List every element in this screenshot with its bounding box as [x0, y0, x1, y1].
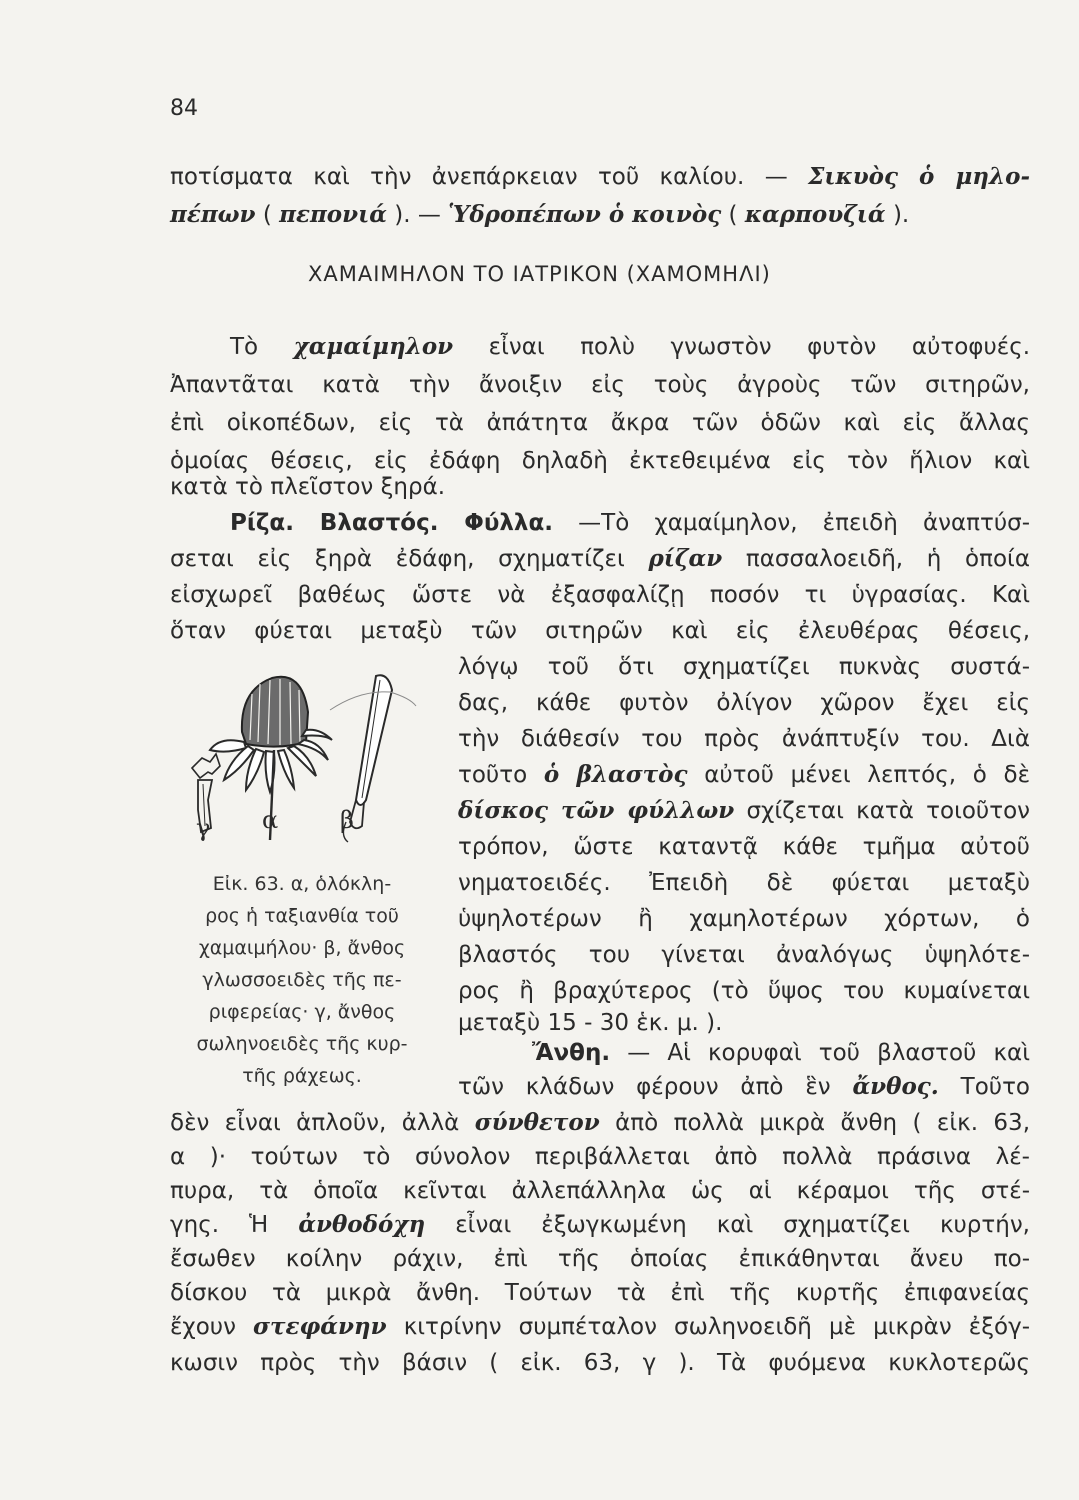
bold-term: ὁ βλαστὸς	[543, 761, 688, 788]
text-line: ἐπὶ οἰκοπέδων, εἰς τὰ ἀπάτητα ἄκρα τῶν ὁδῶν καὶ εἰς ἄλλας	[170, 410, 1030, 436]
bold-term: ἀνθοδόχη	[298, 1211, 426, 1238]
text-line: ὅταν φύεται μεταξὺ τῶν σιτηρῶν καὶ εἰς ἐλευθέρας θέσεις,	[170, 618, 1030, 644]
bold-term: χαμαίμηλον	[293, 333, 454, 360]
bold-term: Ὑδροπέπων ὁ κοινὸς	[448, 201, 722, 228]
text-line: λόγῳ τοῦ ὅτι σχηματίζει πυκνὰς συστά-	[458, 654, 1030, 680]
text-line: Ἄνθη. — Αἱ κορυφαὶ τοῦ βλαστοῦ καὶ	[532, 1040, 1030, 1066]
text-line: πέπων ( πεπονιά ). — Ὑδροπέπων ὁ κοινὸς ( καρπουζιά ).	[170, 201, 910, 228]
text-line: ἔχουν στεφάνην κιτρίνην συμπέταλον σωληνοειδῆ μὲ μικρὰν ἐξόγ-	[170, 1313, 1031, 1340]
bold-term: Σικυὸς ὁ μηλο-	[808, 163, 1031, 190]
text-line: μεταξὺ 15 - 30 ἑκ. μ. ).	[458, 1010, 723, 1036]
chamomile-figure	[180, 650, 450, 865]
text-line: δὲν εἶναι ἁπλοῦν, ἀλλὰ σύνθετον ἀπὸ πολλὰ μικρὰ ἄνθη ( εἰκ. 63,	[170, 1109, 1031, 1136]
bold-term: σύνθετον	[474, 1109, 600, 1136]
bold-term: δίσκος τῶν φύλλων	[458, 797, 735, 824]
figure-caption: Εἰκ. 63. α, ὁλόκλη- ρος ἡ ταξιανθία τοῦ χαμαιμήλου· β, ἄνθος γλωσσοειδὲς τῆς πε- ριφερείας· γ, ἄνθος σωληνοειδὲς τῆς κυρ- τῆς ράχεως.	[196, 873, 408, 1087]
text-line: τὴν διάθεσίν του πρὸς ἀνάπτυξίν του. Διὰ	[458, 726, 1030, 752]
text-line: τῶν κλάδων φέρουν ἀπὸ ἓν ἄνθος. Τοῦτο	[458, 1073, 1031, 1100]
text-line: Ἀπαντᾶται κατὰ τὴν ἄνοιξιν εἰς τοὺς ἀγροὺς τῶν σιτηρῶν,	[170, 372, 1030, 398]
text-line: Τὸ χαμαίμηλον εἶναι πολὺ γνωστὸν φυτὸν αὐτοφυές.	[230, 333, 1031, 360]
text-line: δίσκου τὰ μικρὰ ἄνθη. Τούτων τὰ ἐπὶ τῆς κυρτῆς ἐπιφανείας	[170, 1280, 1030, 1306]
text-line: βλαστός του γίνεται ἀναλόγως ὑψηλότε-	[458, 942, 1030, 968]
text-line: κωσιν πρὸς τὴν βάσιν ( εἰκ. 63, γ ). Τὰ φυόμενα κυκλοτερῶς	[170, 1350, 1030, 1376]
text-line: ποτίσματα καὶ τὴν ἀνεπάρκειαν τοῦ καλίου. — Σικυὸς ὁ μηλο-	[170, 163, 1031, 190]
bold-term: ρίζαν	[648, 545, 723, 572]
text-line: πυρα, τὰ ὁποῖα κεῖνται ἀλλεπάλληλα ὡς αἱ κέραμοι τῆς στέ-	[170, 1178, 1030, 1204]
bold-term: ἄνθος.	[852, 1073, 939, 1100]
text-line: ἔσωθεν κοίλην ράχιν, ἐπὶ τῆς ὁποίας ἐπικάθηνται ἄνευ πο-	[170, 1246, 1030, 1272]
text-line: τρόπον, ὥστε καταντᾷ κάθε τμῆμα αὐτοῦ	[458, 834, 1030, 860]
text-line: εἰσχωρεῖ βαθέως ὥστε νὰ ἐξασφαλίζῃ ποσόν τι ὑγρασίας. Καὶ	[170, 582, 1030, 608]
side-heading: Ρίζα. Βλαστός. Φύλλα.	[230, 510, 554, 536]
bold-term: πεπονιά	[279, 201, 387, 228]
figure-label-gamma: γ	[196, 814, 211, 842]
chamomile-illustration	[180, 650, 450, 865]
text-line: δίσκος τῶν φύλλων σχίζεται κατὰ τοιοῦτον	[458, 797, 1031, 824]
side-heading: Ἄνθη.	[532, 1040, 611, 1066]
bold-term: πέπων	[170, 201, 256, 228]
text-line: νηματοειδές. Ἐπειδὴ δὲ φύεται μεταξὺ	[458, 870, 1030, 896]
text-line: γης. Ἡ ἀνθοδόχη εἶναι ἐξωγκωμένη καὶ σχηματίζει κυρτήν,	[170, 1211, 1030, 1238]
text-line: τοῦτο ὁ βλαστὸς αὐτοῦ μένει λεπτός, ὁ δὲ	[458, 761, 1031, 788]
figure-label-alpha: α	[262, 806, 279, 834]
text-line: Ρίζα. Βλαστός. Φύλλα. —Τὸ χαμαίμηλον, ἐπειδὴ ἀναπτύσ-	[230, 510, 1031, 536]
text-line: α )· τούτων τὸ σύνολον περιβάλλεται ἀπὸ πολλὰ πράσινα λέ-	[170, 1144, 1030, 1170]
text-line: δας, κάθε φυτὸν ὀλίγον χῶρον ἔχει εἰς	[458, 690, 1030, 716]
text-line: ρος ἢ βραχύτερος (τὸ ὕψος του κυμαίνεται	[458, 978, 1030, 1004]
section-heading: ΧΑΜΑΙΜΗΛΟΝ ΤΟ ΙΑΤΡΙΚΟΝ (ΧΑΜΟΜΗΛΙ)	[308, 262, 771, 286]
text-line: σεται εἰς ξηρὰ ἐδάφη, σχηματίζει ρίζαν πασσαλοειδῆ, ἡ ὁποία	[170, 545, 1030, 572]
bold-term: στεφάνην	[253, 1313, 387, 1340]
bold-term: καρπουζιά	[744, 201, 886, 228]
text-line: ὁμοίας θέσεις, εἰς ἐδάφη δηλαδὴ ἐκτεθειμένα εἰς τὸν ἥλιον καὶ	[170, 448, 1030, 474]
text-line: κατὰ τὸ πλεῖστον ξηρά.	[170, 474, 446, 500]
text-line: ὑψηλοτέρων ἢ χαμηλοτέρων χόρτων, ὁ	[458, 906, 1030, 932]
page-number: 84	[170, 96, 198, 121]
figure-label-beta: β	[340, 806, 354, 834]
